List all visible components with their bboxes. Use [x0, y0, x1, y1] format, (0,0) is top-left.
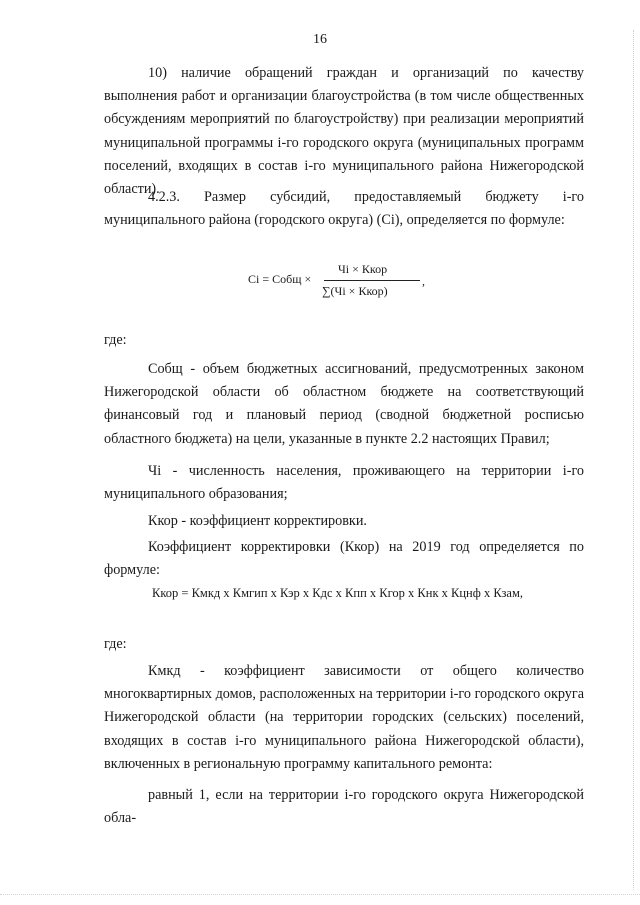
fraction-bar — [324, 280, 420, 281]
paragraph-4-2-3: 4.2.3. Размер субсидий, предоставляемый бюджету i-го муниципального района (городского округа) (Ci), определяется по формуле: — [104, 189, 584, 229]
paragraph-kkor-2019: Коэффициент корректировки (Ккор) на 2019 год определяется по формуле: — [104, 539, 584, 579]
formula-denominator: ∑(Чi × Ккор) — [322, 284, 388, 298]
paragraph-kkor: Ккор - коэффициент корректировки. — [148, 513, 367, 529]
paragraph-item-10: 10) наличие обращений граждан и организаций по качеству выполнения работ и организации благоустройства (в том числе общественных обсуждениям мероприятий по благоустройству) при реализации мероприятий муниципальной программы i-го городского округа (муниципальных программ поселений, входящих в состав i-го муниципального района Нижегородской области). — [104, 65, 584, 198]
paragraph-equal-1: равный 1, если на территории i-го городского округа Нижегородской обла- — [104, 787, 584, 827]
paragraph-chi: Чi - численность населения, проживающего на территории i-го муниципального образования; — [104, 463, 584, 503]
paragraph-cobsh: Cобщ - объем бюджетных ассигнований, предусмотренных законом Нижегородской области об областном бюджете на соответствующий финансовый год и плановый период (сводной бюджетной росписью областного бюджета) на цели, указанные в пункте 2.2 настоящих Правил; — [104, 361, 584, 447]
paragraph-kmkd: Кмкд - коэффициент зависимости от общего количество многоквартирных домов, расположенных на территории i-го городского округа Нижегородской области (на территории городских (сельских) поселений, входящих в состав i-го муниципального района Нижегородской области), включенных в региональную программу капитального ремонта: — [104, 663, 584, 772]
formula-kkor: Ккор = Кмкд x Кмгип x Кэр x Кдс x Кпп x Кгор x Кнк x Кцнф x Кзам, — [152, 586, 524, 600]
formula-lhs: Ci = Cобщ × — [248, 272, 312, 286]
page-number: 16 — [313, 32, 327, 47]
formula-numerator: Чi × Ккор — [338, 262, 388, 276]
formula-subsidy — [248, 258, 428, 308]
scan-edge-bottom — [0, 894, 640, 895]
scan-edge-right — [633, 30, 634, 890]
where-label-1: где: — [104, 332, 127, 348]
where-label-2: где: — [104, 636, 127, 652]
formula-comma: , — [422, 274, 425, 288]
